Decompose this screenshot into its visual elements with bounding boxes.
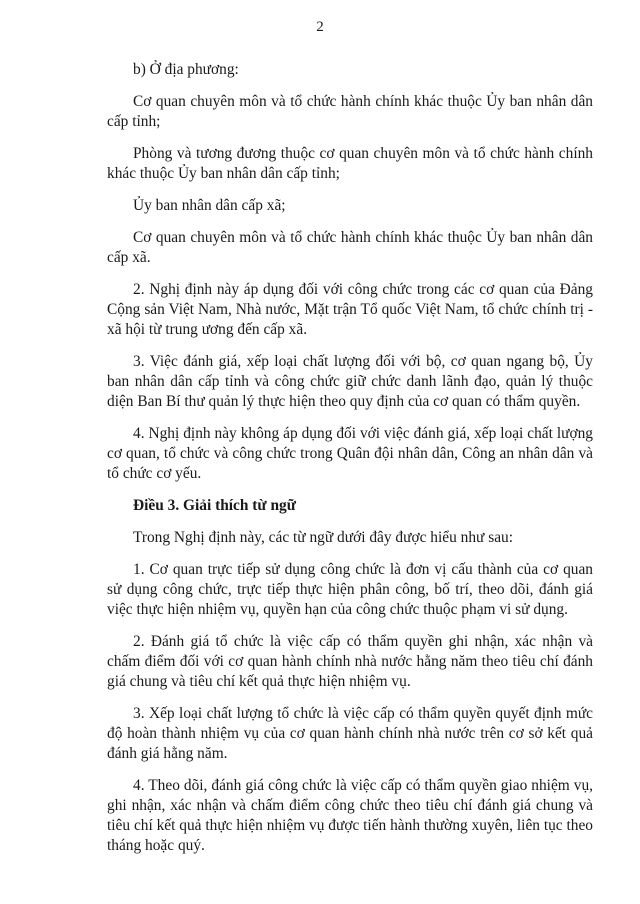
paragraph-definition-2: 2. Đánh giá tổ chức là việc cấp có thẩm quyền ghi nhận, xác nhận và chấm điểm đối với cơ quan hành chính nhà nước hằng năm theo tiêu chí đánh giá chung và tiêu chí kết quả thực hiện nhiệm vụ. <box>107 633 593 690</box>
paragraph-commune-agencies: Cơ quan chuyên môn và tổ chức hành chính khác thuộc Ủy ban nhân dân cấp xã. <box>107 229 593 266</box>
paragraph-commune-committee: Ủy ban nhân dân cấp xã; <box>133 197 286 214</box>
paragraph-provincial-departments: Phòng và tương đương thuộc cơ quan chuyên môn và tổ chức hành chính khác thuộc Ủy ban nhân dân cấp tỉnh; <box>107 145 593 182</box>
document-body <box>107 60 593 868</box>
paragraph-definition-1: 1. Cơ quan trực tiếp sử dụng công chức là đơn vị cấu thành của cơ quan sử dụng công chức, trực tiếp thực hiện phân công, bố trí, theo dõi, đánh giá việc thực hiện nhiệm vụ, quyền hạn của công chức thuộc phạm vi sử dụng. <box>107 561 593 618</box>
page-number: 2 <box>316 19 324 35</box>
paragraph-clause-4: 4. Nghị định này không áp dụng đối với việc đánh giá, xếp loại chất lượng cơ quan, tổ chức và công chức trong Quân đội nhân dân, Công an nhân dân và tổ chức cơ yếu. <box>107 425 593 482</box>
paragraph-clause-3: 3. Việc đánh giá, xếp loại chất lượng đối với bộ, cơ quan ngang bộ, Ủy ban nhân dân cấp tỉnh và công chức giữ chức danh lãnh đạo, quản lý thuộc diện Ban Bí thư quản lý thực hiện theo quy định của cơ quan có thẩm quyền. <box>107 353 593 410</box>
article-3-heading: Điều 3. Giải thích từ ngữ <box>133 497 296 514</box>
paragraph-definitions-intro: Trong Nghị định này, các từ ngữ dưới đây được hiểu như sau: <box>133 529 514 546</box>
paragraph-clause-2: 2. Nghị định này áp dụng đối với công chức trong các cơ quan của Đảng Cộng sản Việt Nam, Nhà nước, Mặt trận Tổ quốc Việt Nam, tổ chức chính trị - xã hội từ trung ương đến cấp xã. <box>107 281 593 338</box>
paragraph-definition-3: 3. Xếp loại chất lượng tổ chức là việc cấp có thẩm quyền quyết định mức độ hoàn thành nhiệm vụ của cơ quan hành chính nhà nước trên cơ sở kết quả đánh giá hằng năm. <box>107 705 593 762</box>
paragraph-definition-4: 4. Theo dõi, đánh giá công chức là việc cấp có thẩm quyền giao nhiệm vụ, ghi nhận, xác nhận và chấm điểm công chức theo tiêu chí đánh giá chung và tiêu chí kết quả thực hiện nhiệm vụ được tiến hành thường xuyên, liên tục theo tháng hoặc quý. <box>107 777 593 854</box>
paragraph-local-level: b) Ở địa phương: <box>133 61 239 78</box>
paragraph-provincial-agencies: Cơ quan chuyên môn và tổ chức hành chính khác thuộc Ủy ban nhân dân cấp tỉnh; <box>107 93 593 130</box>
